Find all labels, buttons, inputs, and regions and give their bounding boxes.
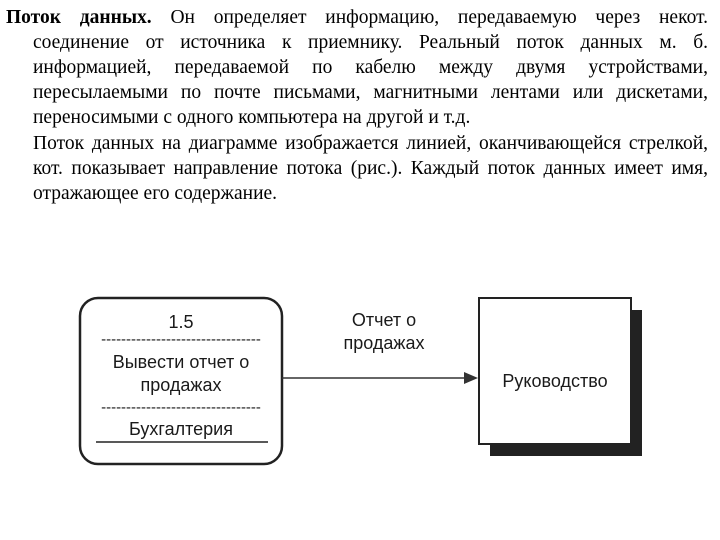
flow-label-line2: продажах (343, 333, 425, 353)
process-node (80, 298, 282, 464)
process-name-line2: продажах (140, 375, 222, 395)
term-data-flow: Поток данных. (6, 7, 152, 28)
process-number: 1.5 (168, 312, 194, 332)
process-location: Бухгалтерия (129, 419, 233, 439)
flow-arrowhead (464, 372, 478, 384)
flow-label-line1: Отчет о (351, 310, 417, 330)
external-entity-node (479, 298, 642, 456)
paragraph-2-text: Поток данных на диаграмме изображается линией, оканчивающейся стрелкой, кот. показывает направление потока (рис.). Каждый поток данных имеет имя, отражающее его содержание. (33, 133, 708, 204)
data-flow-arrow (282, 310, 478, 384)
entity-name: Руководство (502, 371, 608, 391)
paragraph-1-text: Он определяет информацию, передаваемую через некот. соединение от источника к приемнику. Реальный поток данных м. б. информацией, передаваемой по кабелю между двумя устройствами, пересылаемыми по почте письмами, магнитными лентами или дискетами, переносимыми с одного компьютера на другой и т.д. (33, 7, 708, 128)
process-divider: -------------------------------- (101, 331, 261, 348)
process-name-line1: Вывести отчет о (112, 352, 250, 372)
process-divider-2: -------------------------------- (101, 399, 261, 416)
